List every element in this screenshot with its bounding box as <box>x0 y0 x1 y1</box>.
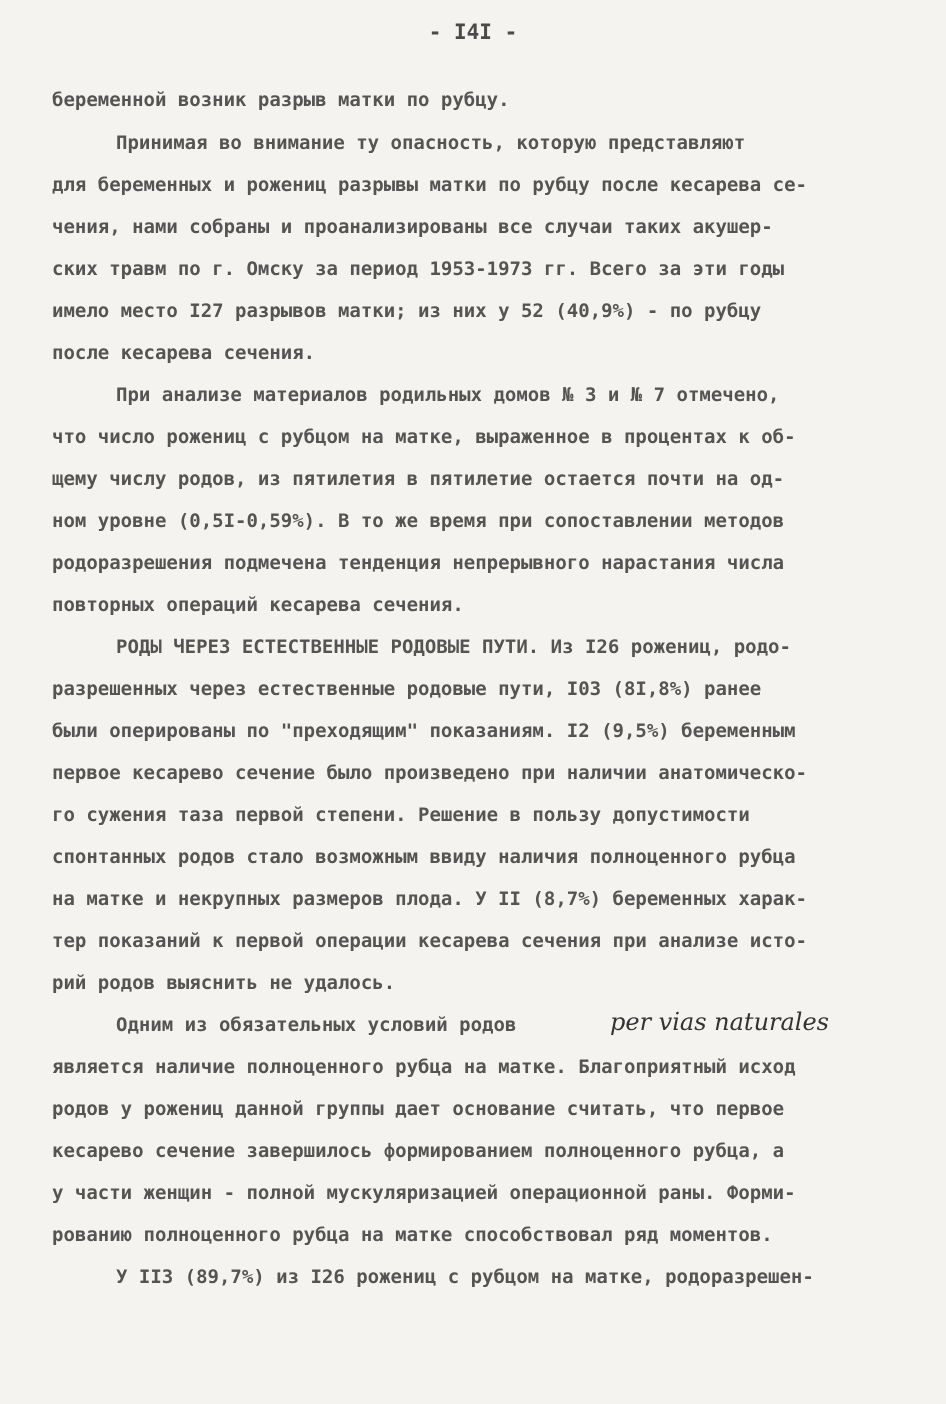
page-number: - I4I - <box>428 20 518 44</box>
text-line: на матке и некрупных размеров плода. У II (8,7%) беременных харак- <box>52 888 807 910</box>
text-line: родов у рожениц данной группы дает основание считать, что первое <box>52 1098 785 1120</box>
text-line: рий родов выяснить не удалось. <box>52 972 396 994</box>
text-line: является наличие полноценного рубца на матке. Благоприятный исход <box>52 1056 796 1078</box>
text-line: чения, нами собраны и проанализированы все случаи таких акушер- <box>52 216 773 238</box>
text-line: разрешенных через естественные родовые пути, I03 (8I,8%) ранее <box>52 678 762 700</box>
text-line: повторных операций кесарева сечения. <box>52 594 464 616</box>
text-line: тер показаний к первой операции кесарева сечения при анализе исто- <box>52 930 807 952</box>
text-line: Принимая во внимание ту опасность, которую представляют <box>116 132 746 154</box>
text-line: РОДЫ ЧЕРЕЗ ЕСТЕСТВЕННЫЕ РОДОВЫЕ ПУТИ. Из I26 рожениц, родо- <box>116 636 791 658</box>
text-line: после кесарева сечения. <box>52 342 316 364</box>
text-line: имело место I27 разрывов матки; из них у 52 (40,9%) - по рубцу <box>52 300 762 322</box>
text-line: ских травм по г. Омску за период 1953-1973 гг. Всего за эти годы <box>52 258 785 280</box>
text-line: щему числу родов, из пятилетия в пятилетие остается почти на од- <box>52 468 785 490</box>
text-line: у части женщин - полной мускуляризацией операционной раны. Форми- <box>52 1182 796 1204</box>
text-line: го сужения таза первой степени. Решение в пользу допустимости <box>52 804 750 826</box>
text-line: Одним из обязательных условий родов <box>116 1014 517 1036</box>
text-line: первое кесарево сечение было произведено при наличии анатомическо- <box>52 762 807 784</box>
text-line: что число рожениц с рубцом на матке, выраженное в процентах к об- <box>52 426 796 448</box>
text-line: спонтанных родов стало возможным ввиду наличия полноценного рубца <box>52 846 796 868</box>
text-line: для беременных и рожениц разрывы матки по рубцу после кесарева се- <box>52 174 807 196</box>
text-line: были оперированы по "преходящим" показаниям. I2 (9,5%) беременным <box>52 720 796 742</box>
handwritten-note: per vias naturales <box>610 1008 829 1036</box>
text-line: родоразрешения подмечена тенденция непрерывного нарастания числа <box>52 552 785 574</box>
text-line: рованию полноценного рубца на матке способствовал ряд моментов. <box>52 1224 773 1246</box>
text-line: беременной возник разрыв матки по рубцу. <box>52 89 510 111</box>
text-line: При анализе материалов родильных домов № 3 и № 7 отмечено, <box>116 384 780 406</box>
text-line: ном уровне (0,5I-0,59%). В то же время при сопоставлении методов <box>52 510 785 532</box>
text-line: кесарево сечение завершилось формированием полноценного рубца, а <box>52 1140 785 1162</box>
text-line: У II3 (89,7%) из I26 рожениц с рубцом на матке, родоразрешен- <box>116 1266 814 1288</box>
